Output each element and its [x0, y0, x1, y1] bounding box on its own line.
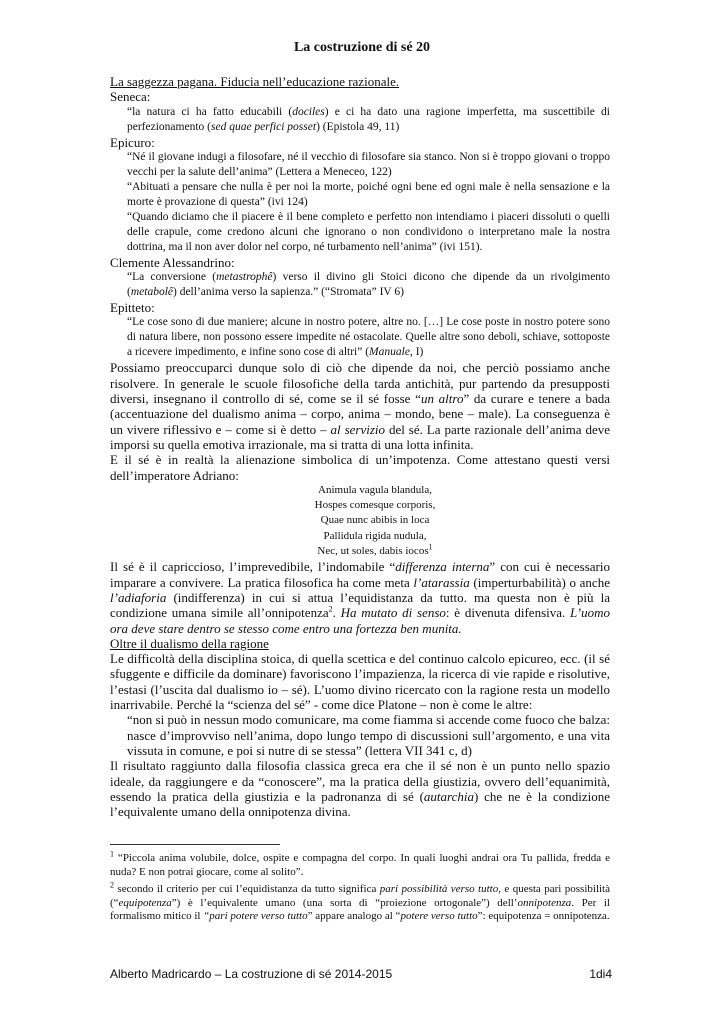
page-footer	[110, 967, 612, 981]
quote-seneca: “la natura ci ha fatto educabili (dociles) e ci ha dato una ragione imperfetta, ma suscettibile di perfezionamento (sed quae perfici posset) (Epistola 49, 11)	[127, 105, 610, 133]
main-text	[110, 74, 610, 819]
footnote-1: $^1$ “Piccola anima volubile, dolce, ospite e compagna del corpo. In quali luoghi andrai ora Tu pallida, fredda e nuda? E non potrai giocare, come al solito”.	[110, 849, 610, 878]
poem-line: Hospes comesque corporis,	[314, 499, 436, 512]
author-epitteto: Epitteto:	[110, 300, 155, 316]
paragraph-difficolta: Le difficoltà della disciplina stoica, di quella scettica e del continuo calcolo epicureo, ecc. (il sé sfuggente e difficile da dominare) favoriscono l’impazienza, la ricerca di vie rapide e risolutive, l’estasi (l’uscita dal dualismo io – sé). L’uomo divino ricercato con la ragione resta un modello inarrivabile. Perché la “scienza del sé” - come dice Platone – non è come le altre:	[110, 651, 610, 713]
paragraph-capriccioso: Il sé è il capriccioso, l’imprevedibile, l’indomabile “differenza interna” con cui è necessario imparare a convivere. La pratica filosofica ha come meta l’atarassia (imperturbabilità) o anche l’adiaforia (indifferenza) in cui si attua l’equidistanza da tutto. ma questa non è più la condizione umana simile all’onnipotenza$^2$. Ha mutato di senso: è divenuta difensiva. L’uomo ora deve stare dentro se stesso come entro una fortezza ben munita.	[110, 559, 610, 636]
footnotes	[110, 849, 610, 928]
page-title: La costruzione di sé 20	[293, 40, 431, 55]
footnote-2: $^2$ secondo il criterio per cui l’equidistanza da tutto significa pari possibilità verso tutto, e questa pari possibilità (“equipotenza”) è l’equivalente umano (una sorta di “proiezione ortogonale”) dell’onnipotenza. Per il formalismo mitico il “pari potere verso tutto” appare analogo al “potere verso tutto”: equipotenza = onnipotenza.	[110, 880, 610, 922]
footnote-ref[interactable]: 1	[428, 542, 433, 552]
paragraph-controllo: Possiamo preoccuparci dunque solo di ciò che dipende da noi, che perciò possiamo anche risolvere. In generale le scuole filosofiche della tarda antichità, pur partendo da presupposti diversi, insegnano il controllo di sé, come se il sé fosse “un altro” da curare e tenere a bada (accentuazione del dualismo anima – corpo, anima – mondo, bene – male). La conseguenza è un vivere riflessivo e – come si è detto – al servizio del sé. La parte razionale dell’anima deve imporsi su quella emotiva irrazionale, ma si tratta di una lotta infinita.	[110, 360, 611, 452]
footnote-ref[interactable]: 2	[328, 604, 333, 614]
poem-adriano	[110, 483, 610, 559]
author-epicuro: Epicuro:	[110, 134, 155, 150]
author-clemente: Clemente Alessandrino:	[110, 254, 235, 270]
quote-platone: “non si può in nessun modo comunicare, ma come fiamma si accende come fuoco che balza: nasce d’improvviso nell’anima, dopo lungo tempo di discussioni sull’argomento, e una vita vissuta in comune, e poi si nutre di se stessa” (lettera VII 341 c, d)	[127, 712, 610, 758]
footer-author-title: Alberto Madricardo – La costruzione di sé 2014-2015	[110, 967, 393, 981]
footnote-divider	[110, 844, 280, 845]
poem-line: Quae nunc abibis in loca	[320, 514, 430, 527]
quote-epitteto: “Le cose sono di due maniere; alcune in nostro potere, altre no. […] Le cose poste in nostro potere sono di natura libere, non possono essere impedite né ostacolate. Quelle altre sono deboli, schiave, sottoposte a ricevere impedimento, e infine sono cose di altri” (Manuale, I)	[127, 316, 610, 359]
paragraph-alienazione: E il sé è in realtà la alienazione simbolica di un’impotenza. Come attestano questi versi dell’imperatore Adriano:	[110, 452, 610, 483]
section-heading-dualismo: Oltre il dualismo della ragione	[110, 635, 269, 651]
poem-line: Pallidula rigida nudula,	[323, 529, 427, 542]
page-number: 1di4	[589, 967, 612, 981]
quote-epicuro-3: “Quando diciamo che il piacere è il bene completo e perfetto non intendiamo i piaceri dissoluti o quelli delle crapule, come credono alcuni che ignorano o non condividono o interpretano male la nostra dottrina, ma il non aver dolor nel corpo, né turbamento nell’anima” (ivi 151).	[127, 210, 610, 253]
poem-line: Nec, ut soles, dabis iocos$^1$	[317, 542, 433, 558]
author-seneca: Seneca:	[110, 89, 151, 105]
poem-line: Animula vagula blandula,	[318, 483, 432, 496]
quote-epicuro-2: “Abituati a pensare che nulla è per noi la morte, poiché ogni bene ed ogni male è nella sensazione e la morte è provazione di questa” (ivi 124)	[127, 180, 610, 208]
section-heading-saggezza: La saggezza pagana. Fiducia nell’educazione razionale.	[110, 74, 400, 89]
quote-epicuro-1: “Né il giovane indugi a filosofare, né il vecchio di filosofare sia stanco. Non si è troppo giovani o troppo vecchi per la salute dell’anima” (Lettera a Meneceo, 122)	[127, 150, 610, 178]
quote-clemente: “La conversione (metastrophê) verso il divino gli Stoici dicono che dipende da un rivolgimento (metabolê) dell’anima verso la sapienza.” (“Stromata” IV 6)	[127, 271, 610, 299]
paragraph-risultato: Il risultato raggiunto dalla filosofia classica greca era che il sé non è un punto nello spazio ideale, da raggiungere e da “conoscere”, ma la pratica della giustizia, ovvero dell’equanimità, essendo la pratica della giustizia e la padronanza di sé (autarchia) che ne è la condizione l’equivalente umano della onnipotenza divina.	[110, 758, 611, 820]
